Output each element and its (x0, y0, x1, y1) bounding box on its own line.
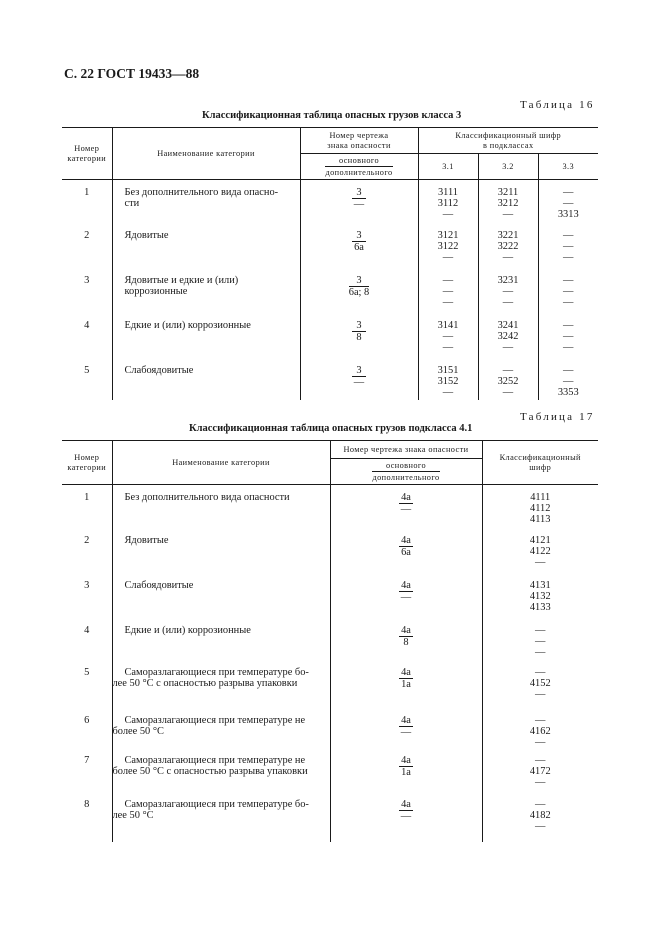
category-name (112, 485, 330, 530)
code-value: — (535, 635, 546, 647)
classification-code (482, 620, 598, 662)
code-value: — (442, 285, 454, 297)
sign-number (330, 485, 482, 530)
category-name-line: более 50 °С с опасностью разрыва упаковки (112, 765, 308, 777)
sign-additional: — (400, 726, 412, 738)
code-value: 3152 (437, 375, 459, 387)
table-row (62, 225, 598, 270)
code-value: — (502, 386, 514, 398)
category-number: 5 (62, 360, 112, 400)
t16-col-num-header (62, 128, 112, 180)
category-number: 8 (62, 794, 112, 842)
t17-col-code-1: Классификационный (499, 452, 581, 462)
t17-col-num-header (62, 441, 112, 485)
code-value: 3112 (437, 198, 459, 209)
category-name (112, 662, 330, 710)
sign-number (330, 620, 482, 662)
category-name (112, 750, 330, 794)
t17-col-sign-header: Номер чертежа знака опасности (330, 441, 482, 459)
classification-code (482, 575, 598, 620)
sign-number (330, 530, 482, 575)
code-value: 3212 (497, 198, 519, 209)
table-row (62, 315, 598, 360)
sign-fraction (399, 667, 413, 690)
t16-col-sign-2: знака опасности (327, 140, 391, 150)
code-value: 3313 (557, 209, 579, 220)
category-name-line: Саморазлагающиеся при температуре не (124, 714, 306, 726)
table-row (62, 485, 598, 530)
code-value: — (442, 341, 454, 353)
t17-col-code-header (482, 441, 598, 485)
classification-code (482, 750, 598, 794)
sign-additional: 1а (401, 678, 411, 690)
code-subclass-1 (418, 180, 478, 225)
code-subclass-1 (418, 225, 478, 270)
sign-fraction (352, 187, 366, 210)
code-value: — (563, 375, 574, 387)
category-name-line: Слабоядовитые (124, 579, 194, 591)
category-name-line: Ядовитые и едкие и (или) (124, 274, 239, 286)
t17-col-code-2: шифр (529, 462, 552, 472)
sign-main: 4а (399, 667, 413, 679)
code-value: — (442, 209, 454, 220)
sign-main: 3 (352, 320, 366, 332)
code-value: 3353 (557, 386, 579, 398)
code-value: 3122 (437, 240, 459, 252)
table-row (62, 620, 598, 662)
code-value: — (502, 296, 514, 308)
sign-additional: — (353, 376, 365, 388)
code-value: 3231 (497, 274, 519, 286)
category-name (112, 575, 330, 620)
sign-main: 4а (399, 715, 413, 727)
sign-number (330, 710, 482, 750)
t16-col-code-1: Классификационный шифр (455, 130, 562, 140)
t16-sign-add-label: дополнительного (325, 168, 393, 177)
t16-col-code-2: в подклассах (482, 140, 534, 150)
table16 (62, 127, 598, 400)
category-name (112, 270, 300, 315)
table-row (62, 710, 598, 750)
sign-main: 4а (399, 625, 413, 637)
category-name-line: Саморазлагающиеся при температуре бо- (124, 666, 309, 678)
code-value: — (502, 209, 514, 220)
code-value: — (535, 646, 546, 658)
code-value: — (535, 624, 546, 636)
classification-code (482, 485, 598, 530)
code-value: — (563, 251, 574, 263)
table16-title: Классификационная таблица опасных грузов класса 3 (202, 110, 462, 121)
table-row (62, 530, 598, 575)
code-value: — (535, 820, 546, 832)
sign-fraction (352, 365, 366, 388)
t16-subclass-3-1: 3.1 (418, 154, 478, 180)
sign-fraction (399, 715, 413, 738)
table17-number: Таблица 17 (520, 411, 595, 423)
code-value: — (502, 364, 514, 376)
code-subclass-2 (478, 360, 538, 400)
code-value: 4133 (529, 601, 551, 613)
code-value: 4122 (529, 545, 551, 557)
category-name-line: Ядовитые (124, 534, 169, 546)
category-name (112, 315, 300, 360)
t17-sign-frac-header (330, 459, 482, 485)
category-name-line: лее 50 °С с опасностью разрыва упаковки (112, 677, 298, 689)
code-value: — (563, 319, 574, 331)
category-number: 4 (62, 315, 112, 360)
code-value: — (442, 274, 454, 286)
code-value: 3111 (437, 187, 458, 198)
code-value: — (563, 187, 574, 198)
classification-code (482, 662, 598, 710)
code-subclass-2 (478, 270, 538, 315)
code-value: 3252 (497, 375, 519, 387)
table16-number: Таблица 16 (520, 99, 595, 111)
code-value: — (535, 798, 546, 810)
sign-additional: 8 (403, 636, 409, 648)
code-subclass-1 (418, 270, 478, 315)
sign-number (330, 575, 482, 620)
sign-main: 4а (399, 492, 413, 504)
code-subclass-2 (478, 315, 538, 360)
category-name-line: Саморазлагающиеся при температуре бо- (124, 798, 309, 810)
code-value: 3222 (497, 240, 519, 252)
code-value: — (535, 688, 546, 700)
classification-code (482, 794, 598, 842)
t16-col-name-header: Наименование категории (112, 128, 300, 180)
code-subclass-3 (538, 270, 598, 315)
code-value: 4112 (530, 503, 551, 514)
code-value: — (535, 556, 546, 568)
code-subclass-2 (478, 180, 538, 225)
sign-additional: — (400, 810, 412, 822)
code-value: — (563, 330, 574, 342)
category-name (112, 180, 300, 225)
sign-additional: 1а (401, 766, 411, 778)
category-name-line: Без дополнительного вида опасно- (124, 187, 279, 198)
code-value: — (535, 776, 546, 788)
category-name-line: Без дополнительного вида опасности (124, 492, 290, 503)
code-value: — (502, 341, 514, 353)
category-number: 6 (62, 710, 112, 750)
sign-additional: — (400, 591, 412, 603)
category-name-line: коррозионные (124, 285, 188, 297)
sign-main: 3 (352, 187, 366, 199)
sign-number (330, 750, 482, 794)
code-value: 4132 (529, 590, 551, 602)
category-number: 1 (62, 485, 112, 530)
code-value: 3221 (497, 229, 519, 241)
code-value: — (535, 666, 546, 678)
code-subclass-1 (418, 315, 478, 360)
code-value: — (442, 330, 454, 342)
code-value: 3211 (497, 187, 519, 198)
page-header: С. 22 ГОСТ 19433—88 (64, 66, 200, 81)
code-value: 3121 (437, 229, 459, 241)
sign-number (300, 360, 418, 400)
sign-main: 4а (399, 755, 413, 767)
category-name-line: Саморазлагающиеся при температуре не (124, 754, 306, 766)
category-number: 3 (62, 270, 112, 315)
sign-main: 4а (399, 799, 413, 811)
table-row (62, 360, 598, 400)
sign-additional: — (353, 199, 365, 210)
category-name (112, 360, 300, 400)
category-name-line: более 50 °С (112, 725, 164, 737)
table-row (62, 662, 598, 710)
code-value: 4131 (529, 579, 551, 591)
code-value: — (563, 285, 574, 297)
t17-col-name-header: Наименование категории (112, 441, 330, 485)
code-value: 3241 (497, 319, 519, 331)
sign-additional: 6а; 8 (348, 286, 370, 298)
sign-additional: 6а (401, 546, 411, 558)
code-value: 4172 (529, 765, 551, 777)
code-value: — (563, 229, 574, 241)
t17-col-num-2: категории (67, 462, 107, 472)
sign-fraction (349, 275, 370, 298)
code-value: — (535, 714, 546, 726)
category-number: 7 (62, 750, 112, 794)
sign-main: 3 (349, 275, 370, 287)
category-number: 2 (62, 225, 112, 270)
code-value: 3151 (437, 364, 459, 376)
sign-additional: 8 (356, 331, 362, 343)
sign-main: 4а (399, 580, 413, 592)
category-number: 4 (62, 620, 112, 662)
table-row (62, 750, 598, 794)
code-value: 4113 (530, 514, 551, 525)
sign-number (300, 315, 418, 360)
sign-fraction (399, 799, 413, 822)
t17-col-num-1: Номер (74, 452, 100, 462)
sign-fraction (399, 755, 413, 778)
code-subclass-3 (538, 225, 598, 270)
t16-col-num-2: категории (67, 153, 107, 163)
t16-col-num-1: Номер (74, 143, 100, 153)
category-name (112, 620, 330, 662)
t16-sign-frac-header (300, 154, 418, 180)
category-name (112, 225, 300, 270)
code-value: — (563, 364, 574, 376)
category-number: 5 (62, 662, 112, 710)
code-value: 4121 (529, 534, 551, 546)
code-value: 4111 (530, 492, 551, 503)
category-name-line: Слабоядовитые (124, 364, 194, 376)
code-value: — (442, 251, 454, 263)
classification-code (482, 710, 598, 750)
sign-additional: — (400, 504, 412, 515)
code-value: — (442, 386, 454, 398)
code-subclass-2 (478, 225, 538, 270)
sign-fraction (352, 320, 366, 343)
code-value: — (563, 240, 574, 252)
sign-fraction (399, 580, 413, 603)
sign-number (330, 794, 482, 842)
code-value: — (563, 198, 574, 209)
table-row (62, 575, 598, 620)
t16-col-sign-1: Номер чертежа (329, 130, 389, 140)
t16-subclass-3-3: 3.3 (538, 154, 598, 180)
sign-number (330, 662, 482, 710)
t16-col-sign-header (300, 128, 418, 154)
table17 (62, 440, 598, 842)
sign-number (300, 270, 418, 315)
sign-fraction (399, 535, 413, 558)
code-value: — (502, 251, 514, 263)
sign-number (300, 225, 418, 270)
table-row (62, 794, 598, 842)
code-value: — (502, 285, 514, 297)
code-value: 4182 (529, 809, 551, 821)
category-name-line: Ядовитые (124, 229, 169, 241)
code-value: — (563, 296, 574, 308)
code-value: — (535, 736, 546, 748)
category-name (112, 710, 330, 750)
code-subclass-3 (538, 360, 598, 400)
code-value: 3242 (497, 330, 519, 342)
t17-sign-main-label: основного (372, 460, 439, 472)
code-subclass-3 (538, 180, 598, 225)
sign-fraction (399, 492, 413, 515)
t16-subclass-3-2: 3.2 (478, 154, 538, 180)
table-row (62, 180, 598, 225)
t16-col-code-header (418, 128, 598, 154)
category-number: 1 (62, 180, 112, 225)
category-name (112, 530, 330, 575)
category-name-line: Едкие и (или) коррозионные (124, 319, 251, 331)
table17-title: Классификационная таблица опасных грузов подкласса 4.1 (189, 423, 473, 434)
sign-main: 3 (352, 230, 366, 242)
code-value: 4152 (529, 677, 551, 689)
code-value: — (535, 754, 546, 766)
category-name-line: сти (124, 198, 140, 209)
sign-main: 3 (352, 365, 366, 377)
code-value: 3141 (437, 319, 459, 331)
code-value: 4162 (529, 725, 551, 737)
t16-sign-main-label: основного (325, 155, 392, 167)
category-number: 3 (62, 575, 112, 620)
sign-main: 4а (399, 535, 413, 547)
code-subclass-3 (538, 315, 598, 360)
category-name-line: Едкие и (или) коррозионные (124, 624, 251, 636)
code-value: — (563, 274, 574, 286)
category-number: 2 (62, 530, 112, 575)
table-row (62, 270, 598, 315)
code-value: — (442, 296, 454, 308)
category-name-line: лее 50 °С (112, 809, 154, 821)
code-subclass-1 (418, 360, 478, 400)
classification-code (482, 530, 598, 575)
sign-number (300, 180, 418, 225)
code-value: — (563, 341, 574, 353)
sign-fraction (399, 625, 413, 648)
sign-additional: 6а (354, 241, 364, 253)
t17-sign-add-label: дополнительного (372, 473, 440, 482)
sign-fraction (352, 230, 366, 253)
category-name (112, 794, 330, 842)
